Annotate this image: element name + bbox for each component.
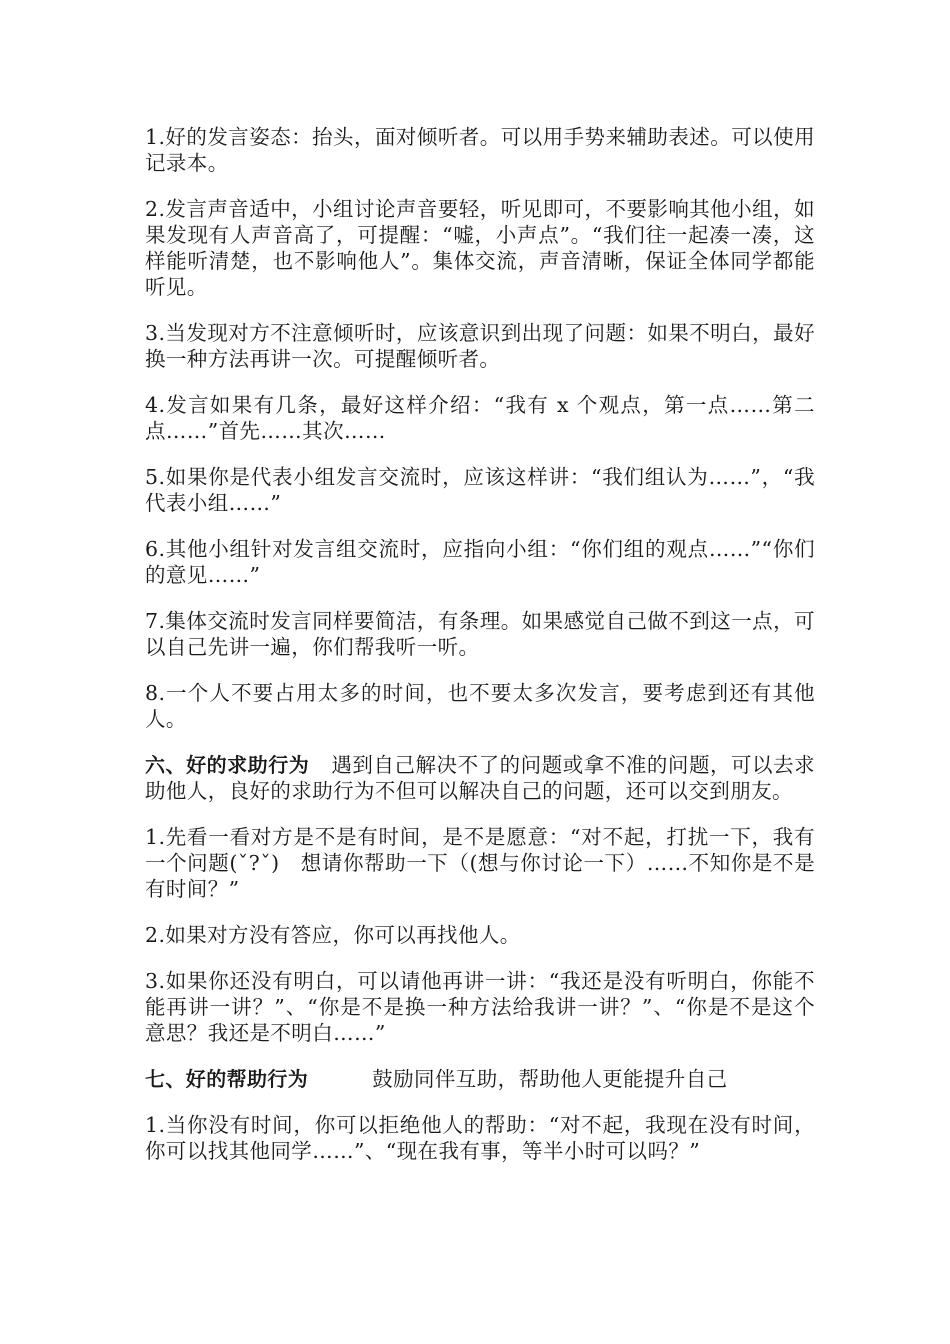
section-6-item-3: 3.如果你还没有明白，可以请他再讲一讲：“我还是没有听明白，你能不能再讲一讲？”、“你是不是换一种方法给我讲一讲？”、“你是不是这个意思？我还是不明白……” (145, 969, 815, 1045)
paragraph-7: 7.集体交流时发言同样要简洁，有条理。如果感觉自己做不到这一点，可以自己先讲一遍，你们帮我听一听。 (145, 609, 815, 659)
paragraph-4: 4.发言如果有几条，最好这样介绍：“我有 x 个观点，第一点……第二点……”首先……其次…… (145, 393, 815, 443)
section-6-intro: 遇到自己解决不了的问题或拿不准的问题，可以去求助他人，良好的求助行为不但可以解决自己的问题，还可以交到朋友。 (145, 753, 816, 803)
section-7-item-1: 1.当你没有时间，你可以拒绝他人的帮助：“对不起，我现在没有时间，你可以找其他同学……”、“现在我有事，等半小时可以吗？” (145, 1113, 815, 1163)
paragraph-5: 5.如果你是代表小组发言交流时，应该这样讲：“我们组认为……”，“我代表小组……” (145, 465, 815, 515)
document-body (145, 124, 815, 1184)
paragraph-3: 3.当发现对方不注意倾听时，应该意识到出现了问题：如果不明白，最好换一种方法再讲一次。可提醒倾听者。 (145, 321, 815, 371)
section-6-heading: 六、好的求助行为 (145, 753, 310, 777)
paragraph-1: 1.好的发言姿态：抬头，面对倾听者。可以用手势来辅助表述。可以使用记录本。 (145, 125, 815, 175)
section-6-intro-paragraph (145, 752, 815, 804)
section-7-heading: 七、好的帮助行为 (145, 1067, 309, 1091)
paragraph-6: 6.其他小组针对发言组交流时，应指向小组：“你们组的观点……”“你们的意见……” (145, 537, 815, 587)
section-7-intro-paragraph (145, 1066, 815, 1092)
section-6-item-1: 1.先看一看对方是不是有时间，是不是愿意：“对不起，打扰一下，我有一个问题(ˇ?ˇ) 想请你帮助一下（(想与你讨论一下）……不知你是不是有时间？” (145, 825, 815, 901)
section-7-intro: 鼓励同伴互助，帮助他人更能提升自己 (372, 1067, 728, 1091)
paragraph-2: 2.发言声音适中，小组讨论声音要轻，听见即可，不要影响其他小组，如果发现有人声音高了，可提醒：“嘘，小声点”。“我们往一起凑一凑，这样能听清楚，也不影响他人”。集体交流，声音清晰，保证全体同学都能听见。 (145, 197, 815, 299)
section-6-item-2: 2.如果对方没有答应，你可以再找他人。 (145, 923, 521, 947)
paragraph-8: 8.一个人不要占用太多的时间，也不要太多次发言，要考虑到还有其他人。 (145, 681, 815, 731)
